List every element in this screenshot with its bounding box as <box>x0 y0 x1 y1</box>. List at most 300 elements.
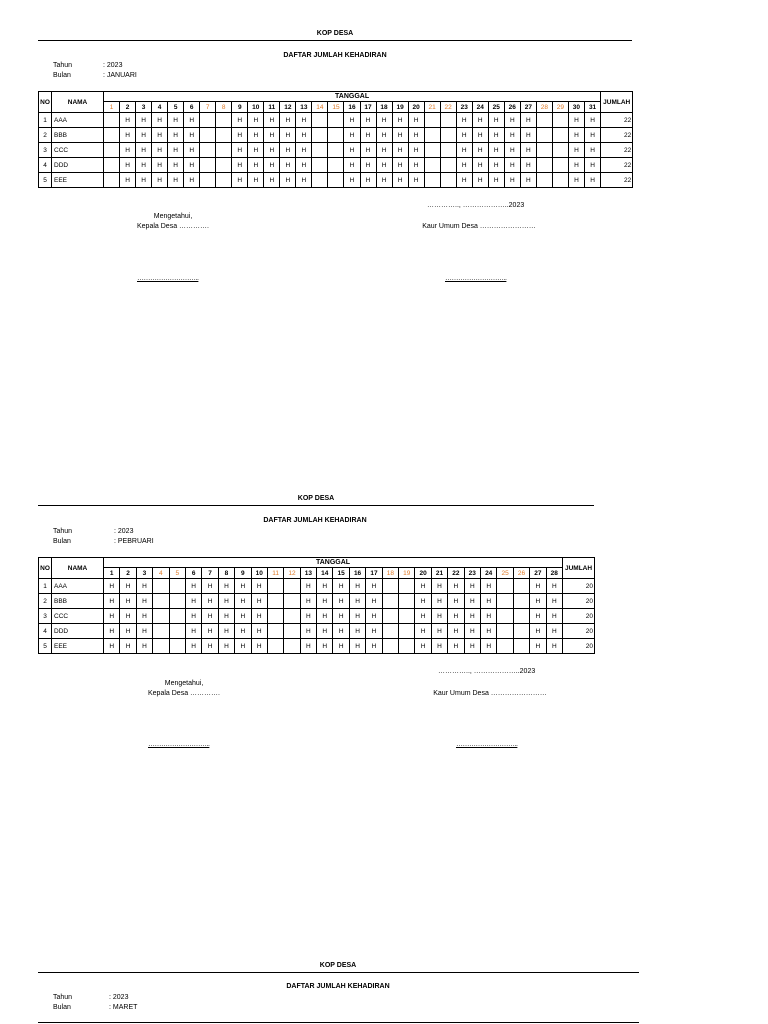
attendance-cell: H <box>235 594 251 609</box>
day-header-11: 11 <box>264 102 280 113</box>
kepala-desa-text: Kepala Desa …………. <box>148 690 220 697</box>
document-title: DAFTAR JUMLAH KEHADIRAN <box>263 517 367 524</box>
attendance-cell <box>284 594 300 609</box>
attendance-cell: H <box>251 594 267 609</box>
attendance-cell <box>153 594 169 609</box>
attendance-cell: H <box>232 128 248 143</box>
table-row <box>39 594 595 609</box>
attendance-cell: H <box>480 639 496 654</box>
attendance-cell: H <box>431 594 447 609</box>
attendance-cell <box>200 113 216 128</box>
attendance-cell <box>267 639 283 654</box>
day-header-22: 22 <box>448 568 464 579</box>
attendance-cell: H <box>235 624 251 639</box>
day-header-16: 16 <box>349 568 365 579</box>
day-header-22: 22 <box>440 102 456 113</box>
day-header-17: 17 <box>360 102 376 113</box>
attendance-cell: H <box>104 594 120 609</box>
day-header-13: 13 <box>300 568 316 579</box>
attendance-cell: H <box>184 158 200 173</box>
attendance-cell: H <box>349 594 365 609</box>
attendance-cell: H <box>300 594 316 609</box>
table-row <box>39 143 633 158</box>
attendance-cell <box>382 594 398 609</box>
signature-date: ………….., ………………..2023 <box>427 202 525 209</box>
attendance-cell <box>399 624 415 639</box>
row-nama: EEE <box>52 639 104 654</box>
row-jumlah: 20 <box>563 639 595 654</box>
day-header-8: 8 <box>216 102 232 113</box>
attendance-cell: H <box>415 579 431 594</box>
attendance-cell: H <box>317 609 333 624</box>
attendance-cell: H <box>168 128 184 143</box>
table-row <box>39 639 595 654</box>
table-row <box>39 173 633 188</box>
attendance-cell <box>328 143 344 158</box>
attendance-cell <box>153 624 169 639</box>
attendance-cell <box>440 128 456 143</box>
meta-block <box>53 993 137 1013</box>
row-no: 5 <box>39 639 52 654</box>
attendance-cell <box>267 624 283 639</box>
attendance-cell <box>382 609 398 624</box>
attendance-cell: H <box>317 579 333 594</box>
attendance-cell: H <box>300 624 316 639</box>
mengetahui-text: Mengetahui, <box>153 213 193 220</box>
attendance-cell: H <box>464 639 480 654</box>
attendance-cell <box>200 173 216 188</box>
row-nama: DDD <box>52 158 104 173</box>
row-no: 3 <box>39 143 52 158</box>
attendance-cell <box>497 639 513 654</box>
attendance-cell: H <box>104 579 120 594</box>
attendance-cell <box>104 173 120 188</box>
header-jumlah: JUMLAH <box>601 92 633 113</box>
attendance-cell <box>216 128 232 143</box>
attendance-cell: H <box>296 173 312 188</box>
attendance-cell: H <box>232 158 248 173</box>
attendance-cell <box>169 609 185 624</box>
attendance-cell <box>200 128 216 143</box>
header-nama: NAMA <box>52 92 104 113</box>
attendance-cell: H <box>152 113 168 128</box>
attendance-cell: H <box>464 609 480 624</box>
attendance-cell: H <box>232 173 248 188</box>
kepala-desa-text: Kepala Desa …………. <box>137 223 209 230</box>
day-header-10: 10 <box>251 568 267 579</box>
attendance-cell: H <box>120 143 136 158</box>
table-top-rule <box>38 1022 639 1023</box>
attendance-cell: H <box>296 158 312 173</box>
day-header-23: 23 <box>464 568 480 579</box>
attendance-cell <box>200 143 216 158</box>
header-rule <box>38 972 639 973</box>
attendance-cell: H <box>488 113 504 128</box>
attendance-cell: H <box>488 143 504 158</box>
day-header-15: 15 <box>333 568 349 579</box>
attendance-cell: H <box>530 639 546 654</box>
attendance-cell: H <box>584 128 600 143</box>
attendance-cell: H <box>333 579 349 594</box>
attendance-cell: H <box>344 128 360 143</box>
attendance-cell: H <box>504 173 520 188</box>
attendance-cell: H <box>366 594 382 609</box>
tahun-value: : 2023 <box>114 528 134 535</box>
attendance-cell <box>440 158 456 173</box>
attendance-cell: H <box>232 113 248 128</box>
attendance-cell <box>424 173 440 188</box>
attendance-cell: H <box>264 143 280 158</box>
attendance-cell: H <box>235 579 251 594</box>
table-row <box>39 609 595 624</box>
attendance-cell: H <box>317 639 333 654</box>
attendance-cell: H <box>152 158 168 173</box>
attendance-cell: H <box>296 143 312 158</box>
attendance-cell: H <box>360 128 376 143</box>
row-no: 3 <box>39 609 52 624</box>
attendance-cell <box>424 158 440 173</box>
attendance-cell: H <box>235 609 251 624</box>
attendance-cell: H <box>448 624 464 639</box>
attendance-cell: H <box>152 173 168 188</box>
day-header-6: 6 <box>185 568 201 579</box>
day-header-10: 10 <box>248 102 264 113</box>
row-jumlah: 22 <box>601 158 633 173</box>
attendance-cell: H <box>317 624 333 639</box>
attendance-cell: H <box>280 113 296 128</box>
attendance-cell <box>216 173 232 188</box>
table-row <box>39 579 595 594</box>
day-header-7: 7 <box>202 568 218 579</box>
attendance-cell <box>497 594 513 609</box>
day-header-13: 13 <box>296 102 312 113</box>
attendance-cell <box>382 639 398 654</box>
bulan-label: Bulan <box>53 538 71 545</box>
attendance-cell: H <box>120 158 136 173</box>
attendance-cell: H <box>218 579 234 594</box>
day-header-21: 21 <box>431 568 447 579</box>
attendance-cell: H <box>520 128 536 143</box>
document-title: DAFTAR JUMLAH KEHADIRAN <box>286 983 390 990</box>
attendance-cell: H <box>464 579 480 594</box>
attendance-cell: H <box>431 639 447 654</box>
attendance-cell: H <box>248 143 264 158</box>
attendance-cell <box>536 113 552 128</box>
attendance-cell: H <box>448 594 464 609</box>
bulan-label: Bulan <box>53 1004 71 1011</box>
row-jumlah: 20 <box>563 624 595 639</box>
day-header-9: 9 <box>235 568 251 579</box>
row-nama: AAA <box>52 579 104 594</box>
day-header-14: 14 <box>312 102 328 113</box>
attendance-cell: H <box>472 173 488 188</box>
signature-line-left: ……………………….. <box>137 275 199 282</box>
attendance-cell: H <box>251 639 267 654</box>
attendance-cell <box>497 579 513 594</box>
attendance-cell: H <box>184 143 200 158</box>
attendance-cell: H <box>488 158 504 173</box>
attendance-cell: H <box>584 173 600 188</box>
attendance-cell: H <box>248 113 264 128</box>
attendance-cell: H <box>136 609 152 624</box>
kop-desa-heading: KOP DESA <box>297 495 335 502</box>
day-header-24: 24 <box>472 102 488 113</box>
attendance-cell <box>216 143 232 158</box>
attendance-cell: H <box>408 158 424 173</box>
attendance-cell <box>328 113 344 128</box>
attendance-cell: H <box>392 128 408 143</box>
tahun-value: : 2023 <box>109 994 129 1001</box>
attendance-cell: H <box>392 143 408 158</box>
attendance-cell: H <box>584 143 600 158</box>
attendance-cell: H <box>392 173 408 188</box>
row-nama: CCC <box>52 143 104 158</box>
attendance-table <box>38 91 633 188</box>
table-row <box>39 158 633 173</box>
attendance-cell <box>440 113 456 128</box>
attendance-cell: H <box>415 594 431 609</box>
attendance-cell: H <box>280 128 296 143</box>
attendance-cell: H <box>136 594 152 609</box>
day-header-12: 12 <box>284 568 300 579</box>
day-header-26: 26 <box>513 568 529 579</box>
attendance-cell <box>552 143 568 158</box>
attendance-cell <box>536 173 552 188</box>
attendance-cell <box>552 173 568 188</box>
attendance-cell: H <box>376 113 392 128</box>
day-header-17: 17 <box>366 568 382 579</box>
attendance-cell: H <box>480 594 496 609</box>
attendance-cell: H <box>349 639 365 654</box>
day-header-21: 21 <box>424 102 440 113</box>
attendance-cell: H <box>300 579 316 594</box>
attendance-cell: H <box>366 639 382 654</box>
attendance-cell <box>104 113 120 128</box>
attendance-cell: H <box>251 609 267 624</box>
signature-right <box>404 222 554 232</box>
attendance-cell <box>284 609 300 624</box>
attendance-cell: H <box>520 113 536 128</box>
attendance-cell: H <box>568 143 584 158</box>
attendance-cell: H <box>136 639 152 654</box>
attendance-cell: H <box>431 624 447 639</box>
attendance-cell: H <box>120 579 136 594</box>
attendance-cell: H <box>300 609 316 624</box>
header-no: NO <box>39 92 52 113</box>
attendance-table <box>38 557 595 654</box>
attendance-cell: H <box>480 609 496 624</box>
attendance-cell <box>536 128 552 143</box>
tahun-label: Tahun <box>53 62 73 69</box>
attendance-cell: H <box>431 579 447 594</box>
day-header-9: 9 <box>232 102 248 113</box>
attendance-cell <box>399 639 415 654</box>
day-header-4: 4 <box>152 102 168 113</box>
attendance-cell <box>312 113 328 128</box>
attendance-cell: H <box>202 624 218 639</box>
attendance-cell: H <box>136 579 152 594</box>
attendance-cell: H <box>120 639 136 654</box>
attendance-cell <box>169 639 185 654</box>
attendance-cell: H <box>168 173 184 188</box>
signature-line-right: ……………………….. <box>445 275 507 282</box>
attendance-cell <box>513 609 529 624</box>
row-nama: DDD <box>52 624 104 639</box>
attendance-cell: H <box>344 173 360 188</box>
attendance-cell <box>216 158 232 173</box>
bulan-value: : JANUARI <box>103 72 137 79</box>
attendance-cell: H <box>472 143 488 158</box>
attendance-cell <box>267 609 283 624</box>
attendance-cell: H <box>184 173 200 188</box>
attendance-cell: H <box>120 609 136 624</box>
attendance-cell: H <box>333 594 349 609</box>
tahun-value: : 2023 <box>103 62 123 69</box>
attendance-cell: H <box>185 594 201 609</box>
attendance-cell: H <box>317 594 333 609</box>
attendance-cell: H <box>202 594 218 609</box>
day-header-3: 3 <box>136 102 152 113</box>
day-header-30: 30 <box>568 102 584 113</box>
attendance-cell: H <box>264 113 280 128</box>
attendance-cell <box>153 579 169 594</box>
attendance-cell: H <box>456 113 472 128</box>
kop-desa-heading: KOP DESA <box>319 962 357 969</box>
attendance-cell: H <box>248 128 264 143</box>
mengetahui-text: Mengetahui, <box>164 680 204 687</box>
row-nama: BBB <box>52 128 104 143</box>
attendance-cell <box>104 128 120 143</box>
attendance-cell: H <box>152 143 168 158</box>
attendance-cell: H <box>546 624 562 639</box>
header-rule <box>38 40 632 41</box>
attendance-cell: H <box>251 579 267 594</box>
attendance-cell <box>424 128 440 143</box>
attendance-cell: H <box>504 113 520 128</box>
attendance-cell: H <box>251 624 267 639</box>
day-header-26: 26 <box>504 102 520 113</box>
attendance-cell <box>153 639 169 654</box>
bulan-label: Bulan <box>53 72 71 79</box>
row-nama: BBB <box>52 594 104 609</box>
attendance-cell: H <box>520 173 536 188</box>
kop-desa-heading: KOP DESA <box>316 30 354 37</box>
day-header-1: 1 <box>104 568 120 579</box>
attendance-cell: H <box>104 639 120 654</box>
attendance-cell <box>513 639 529 654</box>
attendance-cell: H <box>333 639 349 654</box>
attendance-cell: H <box>504 143 520 158</box>
attendance-cell: H <box>296 128 312 143</box>
day-header-31: 31 <box>584 102 600 113</box>
day-header-6: 6 <box>184 102 200 113</box>
attendance-cell: H <box>168 143 184 158</box>
attendance-cell <box>536 143 552 158</box>
day-header-8: 8 <box>218 568 234 579</box>
attendance-cell: H <box>456 128 472 143</box>
tahun-label: Tahun <box>53 994 73 1001</box>
attendance-cell: H <box>185 624 201 639</box>
signature-left <box>134 679 234 699</box>
attendance-cell: H <box>202 579 218 594</box>
attendance-cell: H <box>168 113 184 128</box>
attendance-cell: H <box>202 609 218 624</box>
attendance-cell <box>399 579 415 594</box>
attendance-cell: H <box>584 158 600 173</box>
attendance-cell: H <box>480 579 496 594</box>
attendance-cell: H <box>349 609 365 624</box>
attendance-cell <box>169 579 185 594</box>
attendance-cell <box>497 624 513 639</box>
day-header-5: 5 <box>168 102 184 113</box>
attendance-cell: H <box>456 173 472 188</box>
attendance-cell: H <box>218 639 234 654</box>
attendance-cell: H <box>185 609 201 624</box>
attendance-cell <box>200 158 216 173</box>
attendance-cell: H <box>415 624 431 639</box>
attendance-cell: H <box>360 113 376 128</box>
day-header-27: 27 <box>530 568 546 579</box>
row-no: 1 <box>39 579 52 594</box>
attendance-cell: H <box>520 143 536 158</box>
attendance-cell: H <box>415 609 431 624</box>
attendance-cell <box>552 158 568 173</box>
row-jumlah: 20 <box>563 594 595 609</box>
attendance-cell <box>513 624 529 639</box>
signature-left <box>123 212 223 232</box>
attendance-cell: H <box>232 143 248 158</box>
attendance-cell: H <box>530 579 546 594</box>
attendance-cell: H <box>360 158 376 173</box>
document-title: DAFTAR JUMLAH KEHADIRAN <box>283 52 387 59</box>
attendance-cell: H <box>360 143 376 158</box>
attendance-cell: H <box>530 594 546 609</box>
row-no: 2 <box>39 128 52 143</box>
attendance-cell: H <box>415 639 431 654</box>
attendance-cell: H <box>185 579 201 594</box>
attendance-cell: H <box>488 173 504 188</box>
day-header-3: 3 <box>136 568 152 579</box>
attendance-cell: H <box>344 143 360 158</box>
attendance-cell: H <box>448 639 464 654</box>
attendance-cell <box>328 173 344 188</box>
table-row <box>39 624 595 639</box>
attendance-cell: H <box>264 173 280 188</box>
row-jumlah: 22 <box>601 113 633 128</box>
attendance-cell <box>399 609 415 624</box>
attendance-cell <box>382 579 398 594</box>
signature-date: ………….., ………………..2023 <box>438 668 536 675</box>
attendance-cell: H <box>333 624 349 639</box>
attendance-cell: H <box>344 113 360 128</box>
row-jumlah: 22 <box>601 173 633 188</box>
attendance-cell <box>513 594 529 609</box>
row-jumlah: 20 <box>563 579 595 594</box>
attendance-cell <box>104 143 120 158</box>
attendance-cell: H <box>344 158 360 173</box>
row-nama: AAA <box>52 113 104 128</box>
day-header-19: 19 <box>392 102 408 113</box>
attendance-cell: H <box>431 609 447 624</box>
day-header-16: 16 <box>344 102 360 113</box>
day-header-28: 28 <box>536 102 552 113</box>
day-header-29: 29 <box>552 102 568 113</box>
day-header-19: 19 <box>399 568 415 579</box>
header-nama: NAMA <box>52 558 104 579</box>
attendance-cell <box>424 143 440 158</box>
attendance-cell: H <box>376 173 392 188</box>
table-row <box>39 113 633 128</box>
